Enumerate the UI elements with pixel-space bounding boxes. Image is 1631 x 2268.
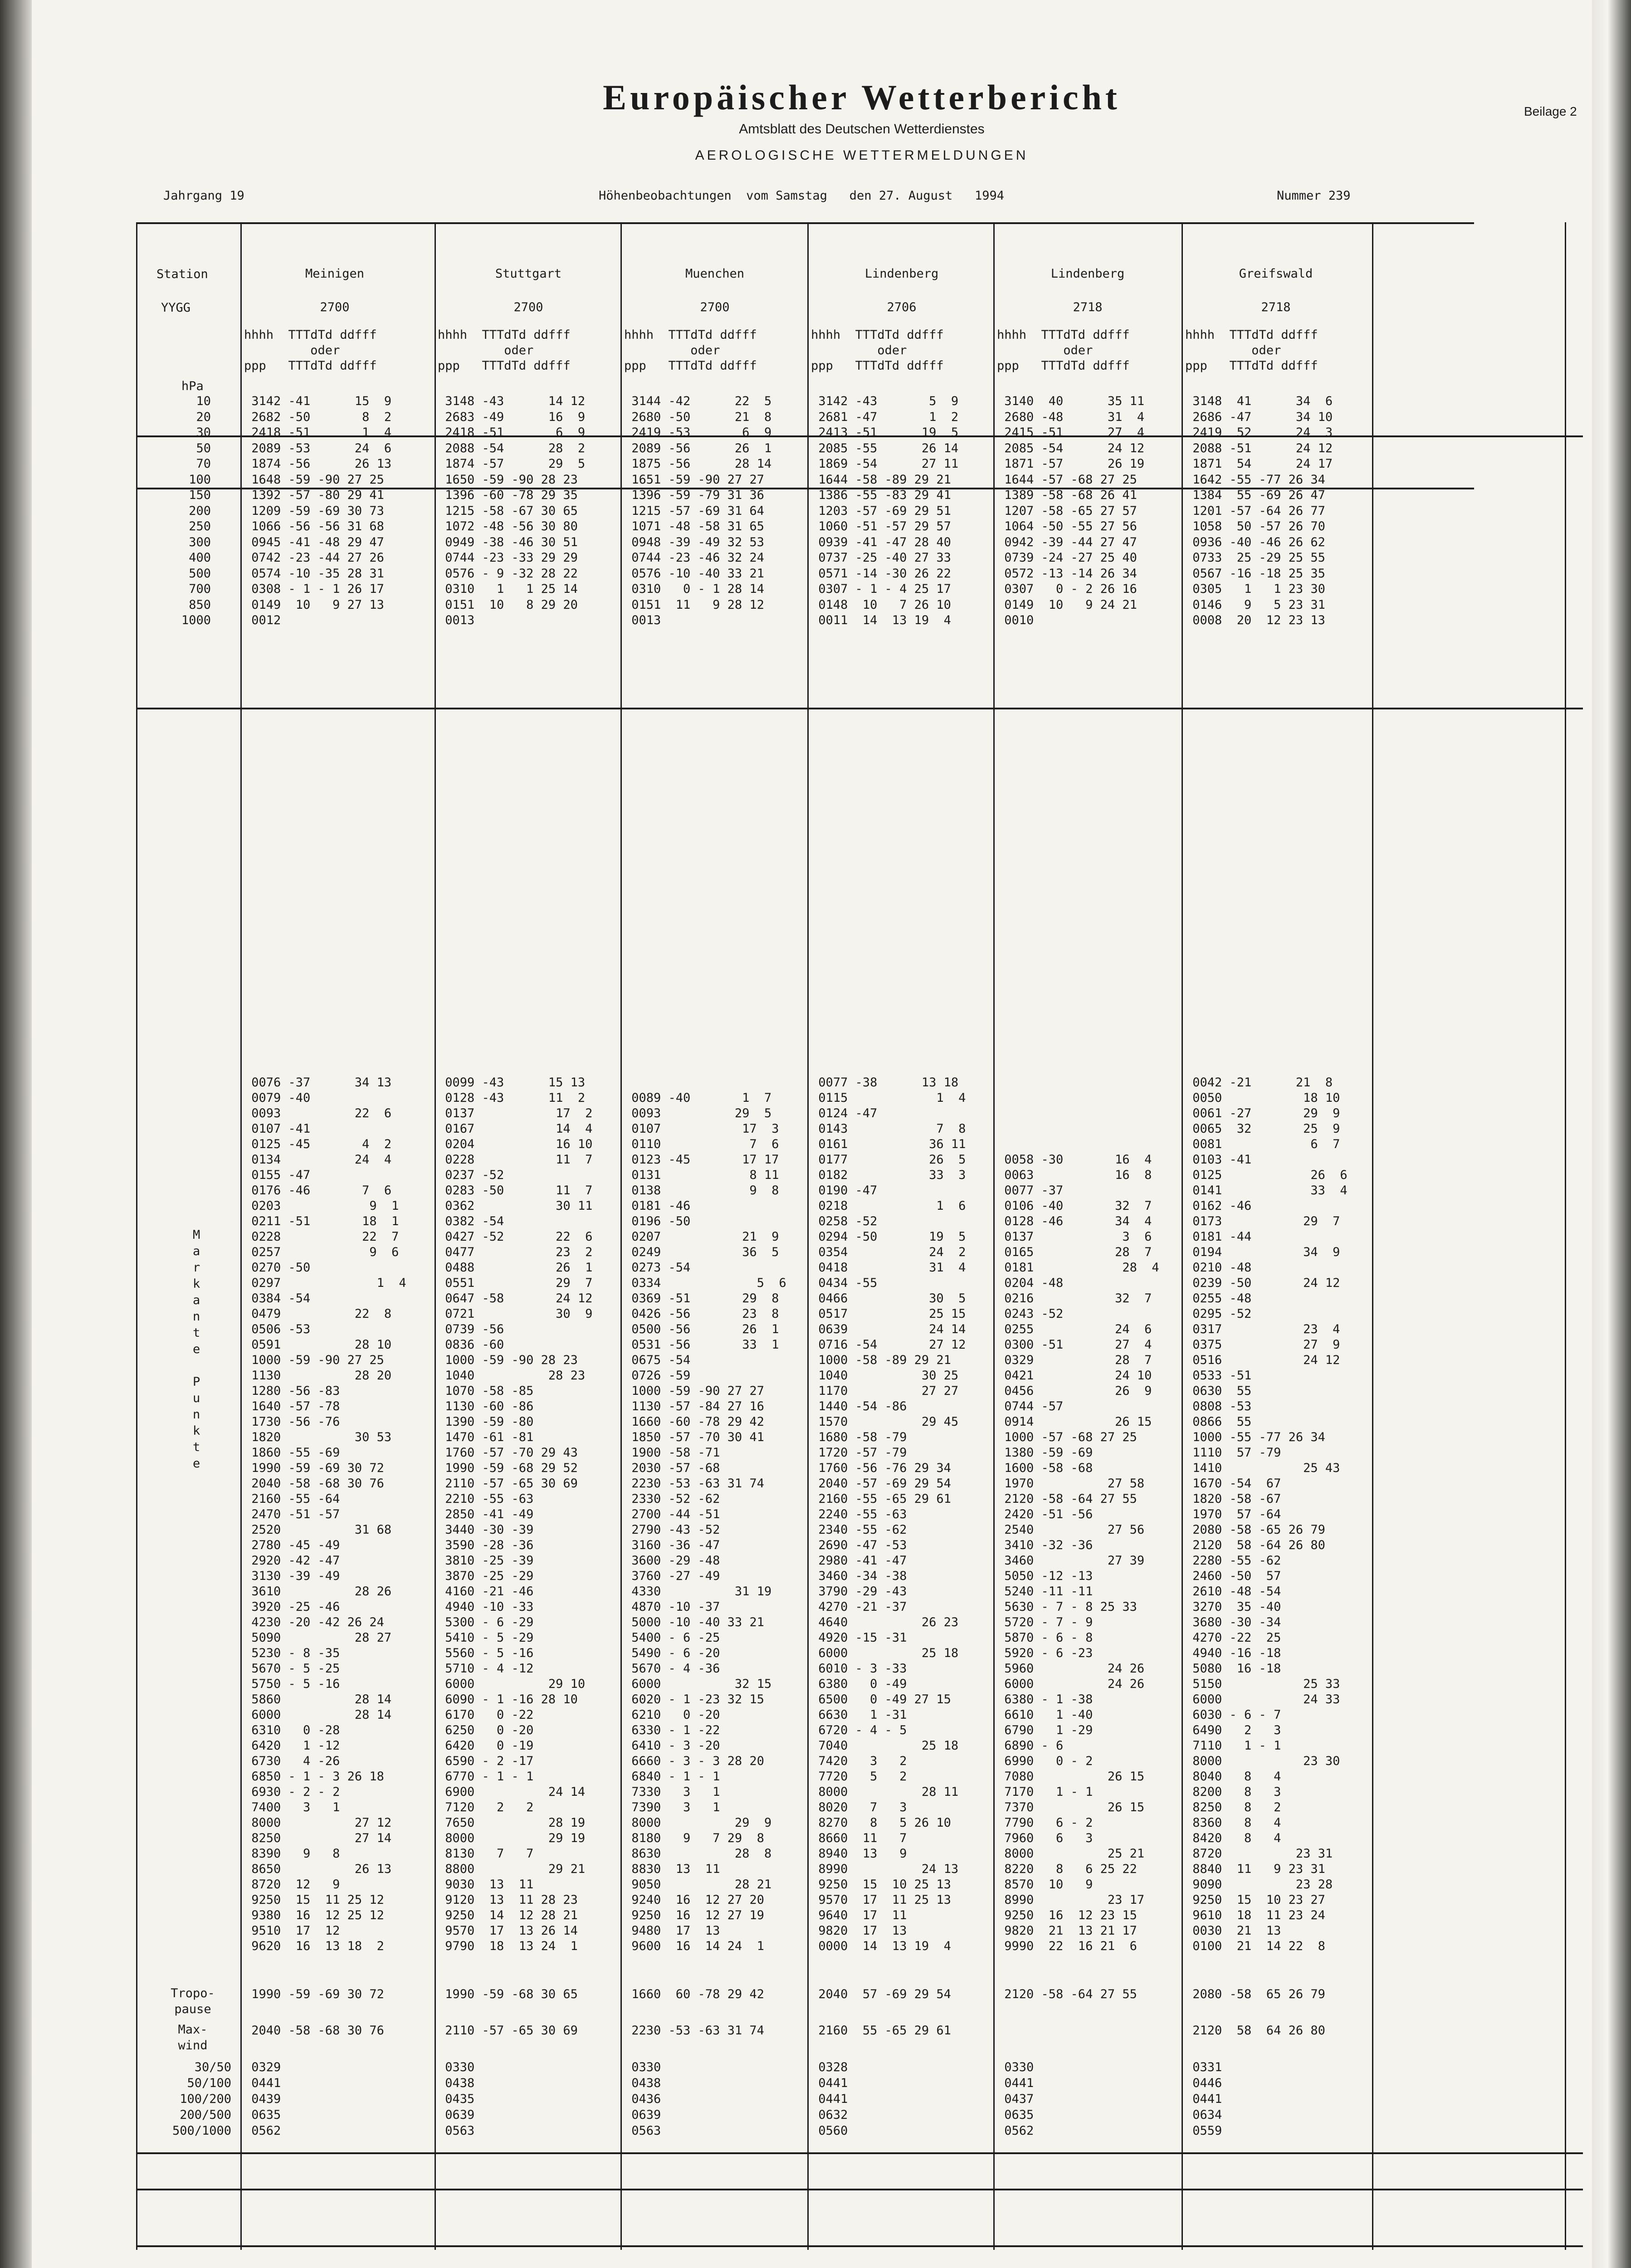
observation-date: Höhenbeobachtungen vom Samstag den 27. August 1994 [599,189,1005,203]
tropopause-values: 2080 -58 65 26 79 [1185,1987,1325,2001]
yygg-label: YYGG [161,301,191,315]
page-title: Europäischer Wetterbericht [603,78,1121,117]
maxwind-values: 2160 55 -65 29 61 [811,2024,951,2038]
station-name: Lindenberg [1050,267,1125,281]
significant-levels: 0076 -37 34 13 0079 -40 0093 22 6 0107 -41 0125 -45 4 2 0134 24 4 0155 -47 0176 -46 7 6 0203 9 1 0211 -51 18 1 0228 22 7 0257 9 6 0270 -50 0297 1 4 0384 -54 0479 22 8 0506 -53 0591 28 10 1000 -59 -90 27 25 1130 28 20 1280 -56 -83 1640 -57 -78 1730 -56 -76 1820 30 53 1860 -55 -69 1990 -59 -69 30 72 2040 -58 -68 30 76 2160 -55 -64 2470 -51 -57 2520 31 68 2780 -45 -49 2920 -42 -47 3130 -39 -49 3610 28 26 3920 -25 -46 4230 -20 -42 26 24 5090 28 27 5230 - 8 -35 5670 - 5 -25 5750 - 5 -16 5860 28 14 6000 28 14 6310 0 -28 6420 1 -12 6730 4 -26 6850 - 1 - 3 26 18 6930 - 2 - 2 7400 3 1 8000 27 12 8250 27 14 8390 9 8 8650 26 13 8720 12 9 9250 15 11 25 12 9380 16 12 25 12 9510 17 12 9620 16 13 18 2 [251,1075,406,1953]
hpa-label: hPa [181,379,204,393]
column-header-1: hhhh TTTdTd ddfff [624,328,757,342]
maxwind-values: 2120 58 64 26 80 [1185,2024,1325,2038]
column-header-3: ppp TTTdTd ddfff [244,359,377,373]
maxwind-values: 2110 -57 -65 30 69 [438,2024,578,2038]
station-id: 2700 [700,300,730,314]
maxwind-values: 2230 -53 -63 31 74 [624,2024,764,2038]
page-edge [1592,0,1631,2268]
tropopause-label: Tropo- pause [171,1986,215,2016]
standard-levels: 3144 -42 22 5 2680 -50 21 8 2419 -53 6 9 2089 -56 26 1 1875 -56 28 14 1651 -59 -90 27 27 1396 -59 -79 31 36 1215 -57 -69 31 64 1071 -48 -58 31 65 0948 -39 -49 32 53 0744 -23 -46 32 24 0576 -10 -40 33 21 0310 0 - 1 28 14 0151 11 9 28 12 0013 [631,394,772,627]
significant-levels: 0099 -43 15 13 0128 -43 11 2 0137 17 2 0167 14 4 0204 16 10 0228 11 7 0237 -52 0283 -50 11 7 0362 30 11 0382 -54 0427 -52 22 6 0477 23 2 0488 26 1 0551 29 7 0647 -58 24 12 0721 30 9 0739 -56 0836 -60 1000 -59 -90 28 23 1040 28 23 1070 -58 -85 1130 -60 -86 1390 -59 -80 1470 -61 -81 1760 -57 -70 29 43 1990 -59 -68 29 52 2110 -57 -65 30 69 2210 -55 -63 2850 -41 -49 3440 -30 -39 3590 -28 -36 3810 -25 -39 3870 -25 -29 4160 -21 -46 4940 -10 -33 5300 - 6 -29 5410 - 5 -29 5560 - 5 -16 5710 - 4 -12 6000 29 10 6090 - 1 -16 28 10 6170 0 -22 6250 0 -20 6420 0 -19 6590 - 2 -17 6770 - 1 - 1 6900 24 14 7120 2 2 7650 28 19 8000 29 19 8130 7 7 8800 29 21 9030 13 11 9120 13 11 28 23 9250 14 12 28 21 9570 17 13 26 14 9790 18 13 24 1 [445,1075,593,1953]
station-id: 2700 [513,300,543,314]
maxwind-values: 2040 -58 -68 30 76 [244,2024,384,2038]
book-spine [0,0,32,2268]
station-id: 2706 [887,300,917,314]
tropopause-values: 1990 -59 -69 30 72 [244,1987,384,2001]
supplement-label: Beilage 2 [1524,104,1577,118]
shear-values: 0330 0441 0437 0635 0562 [1004,2060,1034,2138]
column-header-2: oder [1185,343,1281,357]
column-header-1: hhhh TTTdTd ddfff [1185,328,1318,342]
column-header-3: ppp TTTdTd ddfff [997,359,1130,373]
tropopause-values: 1660 60 -78 29 42 [624,1987,764,2001]
significant-levels: 0089 -40 1 7 0093 29 5 0107 17 3 0110 7 6 0123 -45 17 17 0131 8 11 0138 9 8 0181 -46 0196 -50 0207 21 9 0249 36 5 0273 -54 0334 5 6 0369 -51 29 8 0426 -56 23 8 0500 -56 26 1 0531 -56 33 1 0675 -54 0726 -59 1000 -59 -90 27 27 1130 -57 -84 27 16 1660 -60 -78 29 42 1850 -57 -70 30 41 1900 -58 -71 2030 -57 -68 2230 -53 -63 31 74 2330 -52 -62 2700 -44 -51 2790 -43 -52 3160 -36 -47 3600 -29 -48 3760 -27 -49 4330 31 19 4870 -10 -37 5000 -10 -40 33 21 5400 - 6 -25 5490 - 6 -20 5670 - 4 -36 6000 32 15 6020 - 1 -23 32 15 6210 0 -20 6330 - 1 -22 6410 - 3 -20 6660 - 3 - 3 28 20 6840 - 1 - 1 7330 3 1 7390 3 1 8000 29 9 8180 9 7 29 8 8630 28 8 8830 13 11 9050 28 21 9240 16 12 27 20 9250 16 12 27 19 9480 17 13 9600 16 14 24 1 [631,1091,786,1953]
column-header-3: ppp TTTdTd ddfff [811,359,944,373]
column-header-1: hhhh TTTdTd ddfff [438,328,571,342]
station-name: Greifswald [1239,267,1313,281]
station-label: Station [156,267,208,281]
standard-levels: 3140 40 35 11 2680 -48 31 4 2415 -51 27 4 2085 -54 24 12 1871 -57 26 19 1644 -57 -68 27 25 1389 -58 -68 26 41 1207 -58 -65 27 57 1064 -50 -55 27 56 0942 -39 -44 27 47 0739 -24 -27 25 40 0572 -13 -14 26 34 0307 0 - 2 26 16 0149 10 9 24 21 0010 [1004,394,1145,627]
significant-points-label: M a r k a n t e P u n k t e [193,1228,200,1471]
station-name: Muenchen [685,267,745,281]
station-name: Lindenberg [864,267,939,281]
station-id: 2718 [1261,300,1291,314]
data-table [136,172,1592,2200]
column-header-1: hhhh TTTdTd ddfff [811,328,944,342]
shear-values: 0331 0446 0441 0634 0559 [1192,2060,1222,2138]
column-header-1: hhhh TTTdTd ddfff [244,328,377,342]
shear-values: 0329 0441 0439 0635 0562 [251,2060,281,2138]
shear-values: 0330 0438 0436 0639 0563 [631,2060,661,2138]
column-header-2: oder [997,343,1093,357]
standard-levels: 3148 41 34 6 2686 -47 34 10 2419 52 24 3 2088 -51 24 12 1871 54 24 17 1642 -55 -77 26 34 1384 55 -69 26 47 1201 -57 -64 26 77 1058 50 -57 26 70 0936 -40 -46 26 62 0733 25 -29 25 55 0567 -16 -18 25 35 0305 1 1 23 30 0146 9 5 23 31 0008 20 12 23 13 [1192,394,1333,627]
volume-label: Jahrgang 19 [163,189,244,203]
shear-values: 0328 0441 0441 0632 0560 [818,2060,848,2138]
tropopause-values: 2040 57 -69 29 54 [811,1987,951,2001]
significant-levels: 0058 -30 16 4 0063 16 8 0077 -37 0106 -40 32 7 0128 -46 34 4 0137 3 6 0165 28 7 0181 28 4 0204 -48 0216 32 7 0243 -52 0255 24 6 0300 -51 27 4 0329 28 7 0421 24 10 0456 26 9 0744 -57 0914 26 15 1000 -57 -68 27 25 1380 -59 -69 1600 -58 -68 1970 27 58 2120 -58 -64 27 55 2420 -51 -56 2540 27 56 3410 -32 -36 3460 27 39 5050 -12 -13 5240 -11 -11 5630 - 7 - 8 25 33 5720 - 7 - 9 5870 - 6 - 8 5920 - 6 -23 5960 24 26 6000 24 26 6380 - 1 -38 6610 1 -40 6790 1 -29 6890 - 6 6990 0 - 2 7080 26 15 7170 1 - 1 7370 26 15 7790 6 - 2 7960 6 3 8000 25 21 8220 8 6 25 22 8570 10 9 8990 23 17 9250 16 12 23 15 9820 21 13 21 17 9990 22 16 21 6 [1004,1153,1159,1953]
standard-levels: 3142 -43 5 9 2681 -47 1 2 2413 -51 19 5 2085 -55 26 14 1869 -54 27 11 1644 -58 -89 29 21 1386 -55 -83 29 41 1203 -57 -69 29 51 1060 -51 -57 29 57 0939 -41 -47 28 40 0737 -25 -40 27 33 0571 -14 -30 26 22 0307 - 1 - 4 25 17 0148 10 7 26 10 0011 14 13 19 4 [818,394,959,627]
tropopause-values: 2120 -58 -64 27 55 [997,1987,1137,2001]
significant-levels: 0077 -38 13 18 0115 1 4 0124 -47 0143 7 8 0161 36 11 0177 26 5 0182 33 3 0190 -47 0218 1 6 0258 -52 0294 -50 19 5 0354 24 2 0418 31 4 0434 -55 0466 30 5 0517 25 15 0639 24 14 0716 -54 27 12 1000 -58 -89 29 21 1040 30 25 1170 27 27 1440 -54 -86 1570 29 45 1680 -58 -79 1720 -57 -79 1760 -56 -76 29 34 2040 -57 -69 29 54 2160 -55 -65 29 61 2240 -55 -63 2340 -55 -62 2690 -47 -53 2980 -41 -47 3460 -34 -38 3790 -29 -43 4270 -21 -37 4640 26 23 4920 -15 -31 6000 25 18 6010 - 3 -33 6380 0 -49 6500 0 -49 27 15 6630 1 -31 6720 - 4 - 5 7040 25 18 7420 3 2 7720 5 2 8000 28 11 8020 7 3 8270 8 5 26 10 8660 11 7 8940 13 9 8990 24 13 9250 15 10 25 13 9570 17 11 25 13 9640 17 11 9820 17 13 0000 14 13 19 4 [818,1075,966,1953]
station-id: 2718 [1073,300,1103,314]
issue-number: Nummer 239 [1277,189,1351,203]
pressure-levels: 10 20 30 50 70 100 150 200 250 300 400 500 700 850 1000 [181,394,211,627]
column-header-2: oder [811,343,907,357]
significant-levels: 0042 -21 21 8 0050 18 10 0061 -27 29 9 0065 32 25 9 0081 6 7 0103 -41 0125 26 6 0141 33 4 0162 -46 0173 29 7 0181 -44 0194 34 9 0210 -48 0239 -50 24 12 0255 -48 0295 -52 0317 23 4 0375 27 9 0516 24 12 0533 -51 0630 55 0808 -53 0866 55 1000 -55 -77 26 34 1110 57 -79 1410 25 43 1670 -54 67 1820 -58 -67 1970 57 -64 2080 -58 -65 26 79 2120 58 -64 26 80 2280 -55 -62 2460 -50 57 2610 -48 -54 3270 35 -40 3680 -30 -34 4270 -22 25 4940 -16 -18 5080 16 -18 5150 25 33 6000 24 33 6030 - 6 - 7 6490 2 3 7110 1 - 1 8000 23 30 8040 8 4 8200 8 3 8250 8 2 8360 8 4 8420 8 4 8720 23 31 8840 11 9 23 31 9090 23 28 9250 15 10 23 27 9610 18 11 23 24 0030 21 13 0100 21 14 22 8 [1192,1075,1348,1953]
shear-values: 0330 0438 0435 0639 0563 [445,2060,475,2138]
standard-levels: 3142 -41 15 9 2682 -50 8 2 2418 -51 1 4 2089 -53 24 6 1874 -56 26 13 1648 -59 -90 27 25 1392 -57 -80 29 41 1209 -59 -69 30 73 1066 -56 -56 31 68 0945 -41 -48 29 47 0742 -23 -44 27 26 0574 -10 -35 28 31 0308 - 1 - 1 26 17 0149 10 9 27 13 0012 [251,394,392,627]
standard-levels: 3148 -43 14 12 2683 -49 16 9 2418 -51 6 9 2088 -54 28 2 1874 -57 29 5 1650 -59 -90 28 23 1396 -60 -78 29 35 1215 -58 -67 30 65 1072 -48 -56 30 80 0949 -38 -46 30 51 0744 -23 -33 29 29 0576 - 9 -32 28 22 0310 1 1 25 14 0151 10 8 29 20 0013 [445,394,586,627]
shear-layer-labels: 30/50 50/100 100/200 200/500 500/1000 [172,2060,231,2138]
column-header-2: oder [244,343,340,357]
tropopause-values: 1990 -59 -68 30 65 [438,1987,578,2001]
station-name: Meinigen [305,267,365,281]
page-subtitle: Amtsblatt des Deutschen Wetterdienstes [739,122,985,137]
column-header-1: hhhh TTTdTd ddfff [997,328,1130,342]
section-title: AEROLOGISCHE WETTERMELDUNGEN [695,148,1029,163]
column-header-3: ppp TTTdTd ddfff [1185,359,1318,373]
maxwind-label: Max- wind [178,2023,208,2053]
column-header-2: oder [438,343,534,357]
station-id: 2700 [320,300,350,314]
station-name: Stuttgart [495,267,562,281]
column-header-2: oder [624,343,720,357]
column-header-3: ppp TTTdTd ddfff [624,359,757,373]
column-header-3: ppp TTTdTd ddfff [438,359,571,373]
